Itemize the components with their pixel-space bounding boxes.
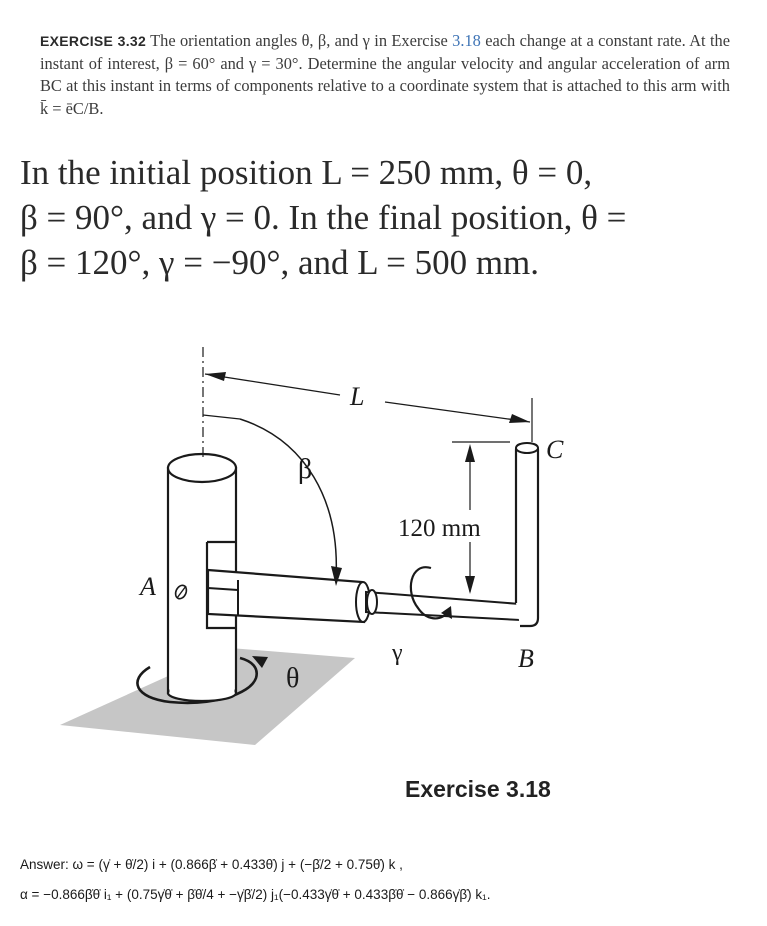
label-a: A <box>140 572 156 601</box>
label-theta: θ <box>286 663 300 694</box>
label-beta: β <box>298 454 313 485</box>
exercise-text-end: each change at a constant rate. At the instant of interest, β = 60° and γ = 30°. Determine the angular velocity and angular acceleration of arm BC at this instant in terms of components relative to a coordinate system that is attached to this arm with k̄ = ēC/B. <box>40 31 730 118</box>
beta-arc <box>240 419 336 578</box>
answer-omega: Answer: ω = (γ̇ + θ̇/2) i + (0.866β̇ + 0.433θ̇) j + (−β̇/2 + 0.75θ̇) k , <box>20 857 403 872</box>
arm-outer-tube <box>208 570 364 622</box>
label-l: L <box>350 382 365 411</box>
exercise-text-start: The orientation angles θ, β, and γ in Exercise <box>150 31 448 50</box>
answer-block <box>20 850 760 910</box>
exercise-reference-link[interactable]: 3.18 <box>452 31 481 50</box>
arm-bc <box>516 444 538 626</box>
l-dim-line-left <box>205 374 340 395</box>
problem-line-3: β = 120°, γ = −90°, and L = 500 mm. <box>20 243 540 282</box>
label-gamma: γ <box>392 640 403 666</box>
exercise-label: EXERCISE 3.32 <box>40 33 147 49</box>
answer-alpha: α = −0.866β̇θ̇ i₁ + (0.75γ̇θ̇ + β̇θ̇/4 + −γ̇β̇/2) j₁(−0.433γ̇θ̇ + 0.433β̇θ̇ − 0.866γ̇β̇) k₁. <box>20 887 491 902</box>
problem-line-1: In the initial position L = 250 mm, θ = 0, <box>20 153 593 192</box>
problem-line-2: β = 90°, and γ = 0. In the final position, θ = <box>20 198 627 237</box>
mechanism-drawing <box>0 330 767 830</box>
column-top <box>168 454 236 482</box>
exercise-statement <box>40 30 730 120</box>
label-120mm: 120 mm <box>398 515 481 542</box>
label-b: B <box>518 644 534 673</box>
mechanism-figure <box>0 330 767 830</box>
l-dim-line-right <box>385 402 530 422</box>
figure-caption: Exercise 3.18 <box>405 776 551 802</box>
label-c: C <box>546 435 564 464</box>
problem-statement <box>20 150 670 285</box>
